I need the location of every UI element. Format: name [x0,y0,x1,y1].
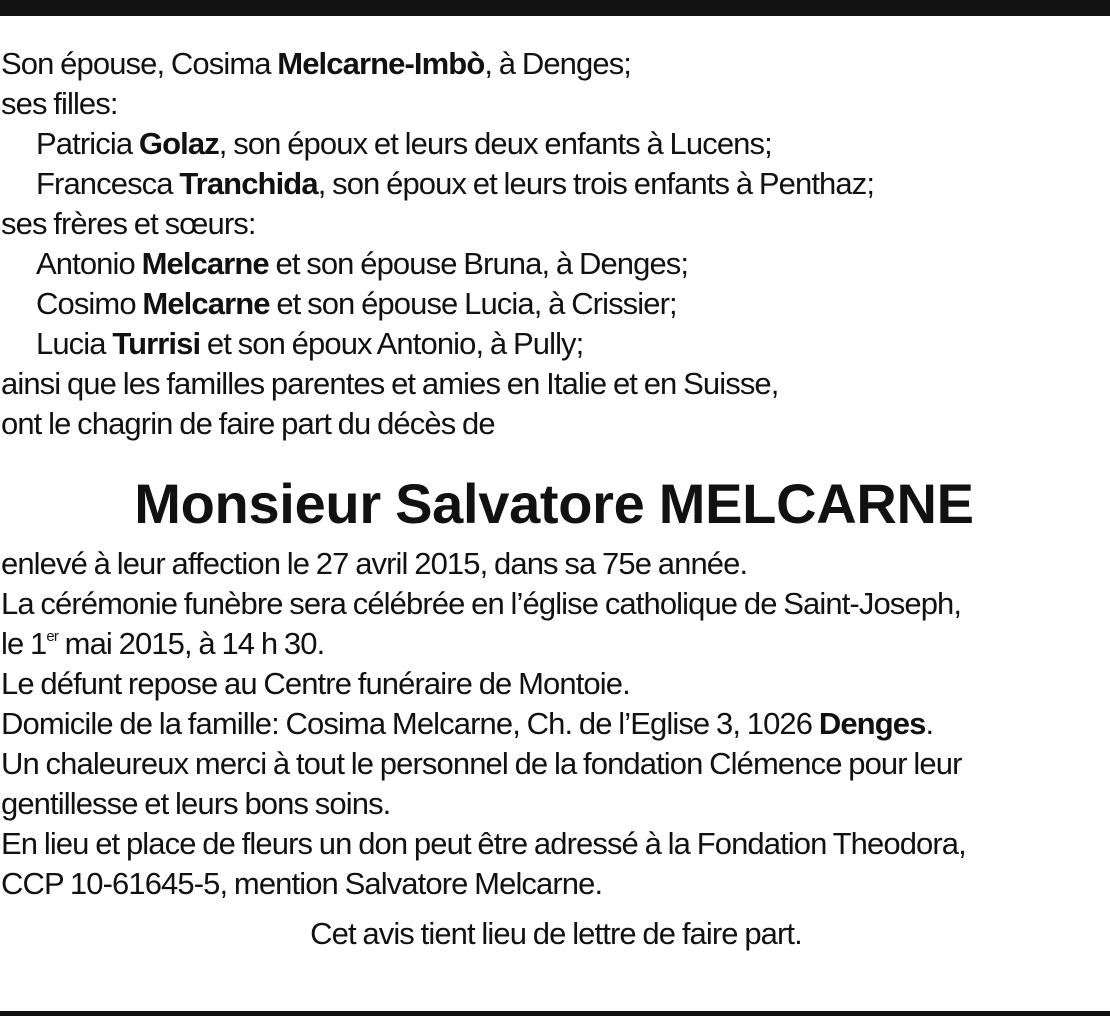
daughter-line [1,124,1107,164]
daughter-first-name: Francesca [36,166,180,201]
daughter-details: , son époux et leurs trois enfants à Penthaz; [317,166,875,201]
thanks-line: Un chaleureux merci à tout le personnel de la fondation Clémence pour leur [1,746,962,781]
bottom-rule [0,1011,1110,1016]
closing-line: Cet avis tient lieu de lettre de faire part. [310,916,802,951]
daughter-first-name: Patricia [36,126,139,161]
top-rule [0,0,1110,16]
sibling-first-name: Lucia [36,326,113,361]
obituary-notice [1,44,1107,954]
announce-line: ont le chagrin de faire part du décès de [1,406,495,441]
domicile-line [1,704,1107,744]
sibling-first-name: Cosimo [36,286,143,321]
sibling-surname: Melcarne [142,286,270,321]
domicile-town: Denges [818,706,926,741]
daughter-line [1,164,1107,204]
ceremony-date-line [1,624,1107,664]
sibling-line [1,324,1107,364]
sibling-details: et son épouse Bruna, à Denges; [268,246,689,281]
domicile-end: . [925,706,934,741]
donation-line: En lieu et place de fleurs un don peut être adressé à la Fondation Theodora, [1,826,966,861]
date-ordinal: er [46,628,58,645]
spouse-name: Melcarne-Imbò [277,46,485,81]
siblings-heading: ses frères et sœurs: [1,206,256,241]
deceased-name: Monsieur Salvatore MELCARNE [134,472,974,535]
spouse-suffix: , à Denges; [484,46,632,81]
sibling-line [1,284,1107,324]
daughter-details: , son époux et leurs deux enfants à Lucens; [218,126,772,161]
daughter-surname: Golaz [138,126,219,161]
sibling-first-name: Antonio [36,246,142,281]
sibling-line [1,244,1107,284]
sibling-surname: Turrisi [112,326,201,361]
spouse-line [1,44,1107,84]
donation-line: CCP 10-61645-5, mention Salvatore Melcarne. [1,866,603,901]
spouse-prefix: Son épouse, Cosima [1,46,278,81]
rest-place-line: Le défunt repose au Centre funéraire de Montoie. [1,666,630,701]
ceremony-line: La cérémonie funèbre sera célébrée en l’église catholique de Saint-Joseph, [1,586,962,621]
thanks-line: gentillesse et leurs bons soins. [1,786,391,821]
date-prefix: le 1 [1,626,47,661]
sibling-surname: Melcarne [141,246,269,281]
date-suffix: mai 2015, à 14 h 30. [57,626,325,661]
sibling-details: et son époux Antonio, à Pully; [200,326,584,361]
sibling-details: et son épouse Lucia, à Crissier; [269,286,677,321]
relatives-line: ainsi que les familles parentes et amies en Italie et en Suisse, [1,366,779,401]
daughter-surname: Tranchida [179,166,318,201]
domicile-address: Domicile de la famille: Cosima Melcarne, Ch. de l’Eglise 3, 1026 [1,706,819,741]
passing-line: enlevé à leur affection le 27 avril 2015, dans sa 75e année. [1,546,748,581]
daughters-heading: ses filles: [1,86,118,121]
